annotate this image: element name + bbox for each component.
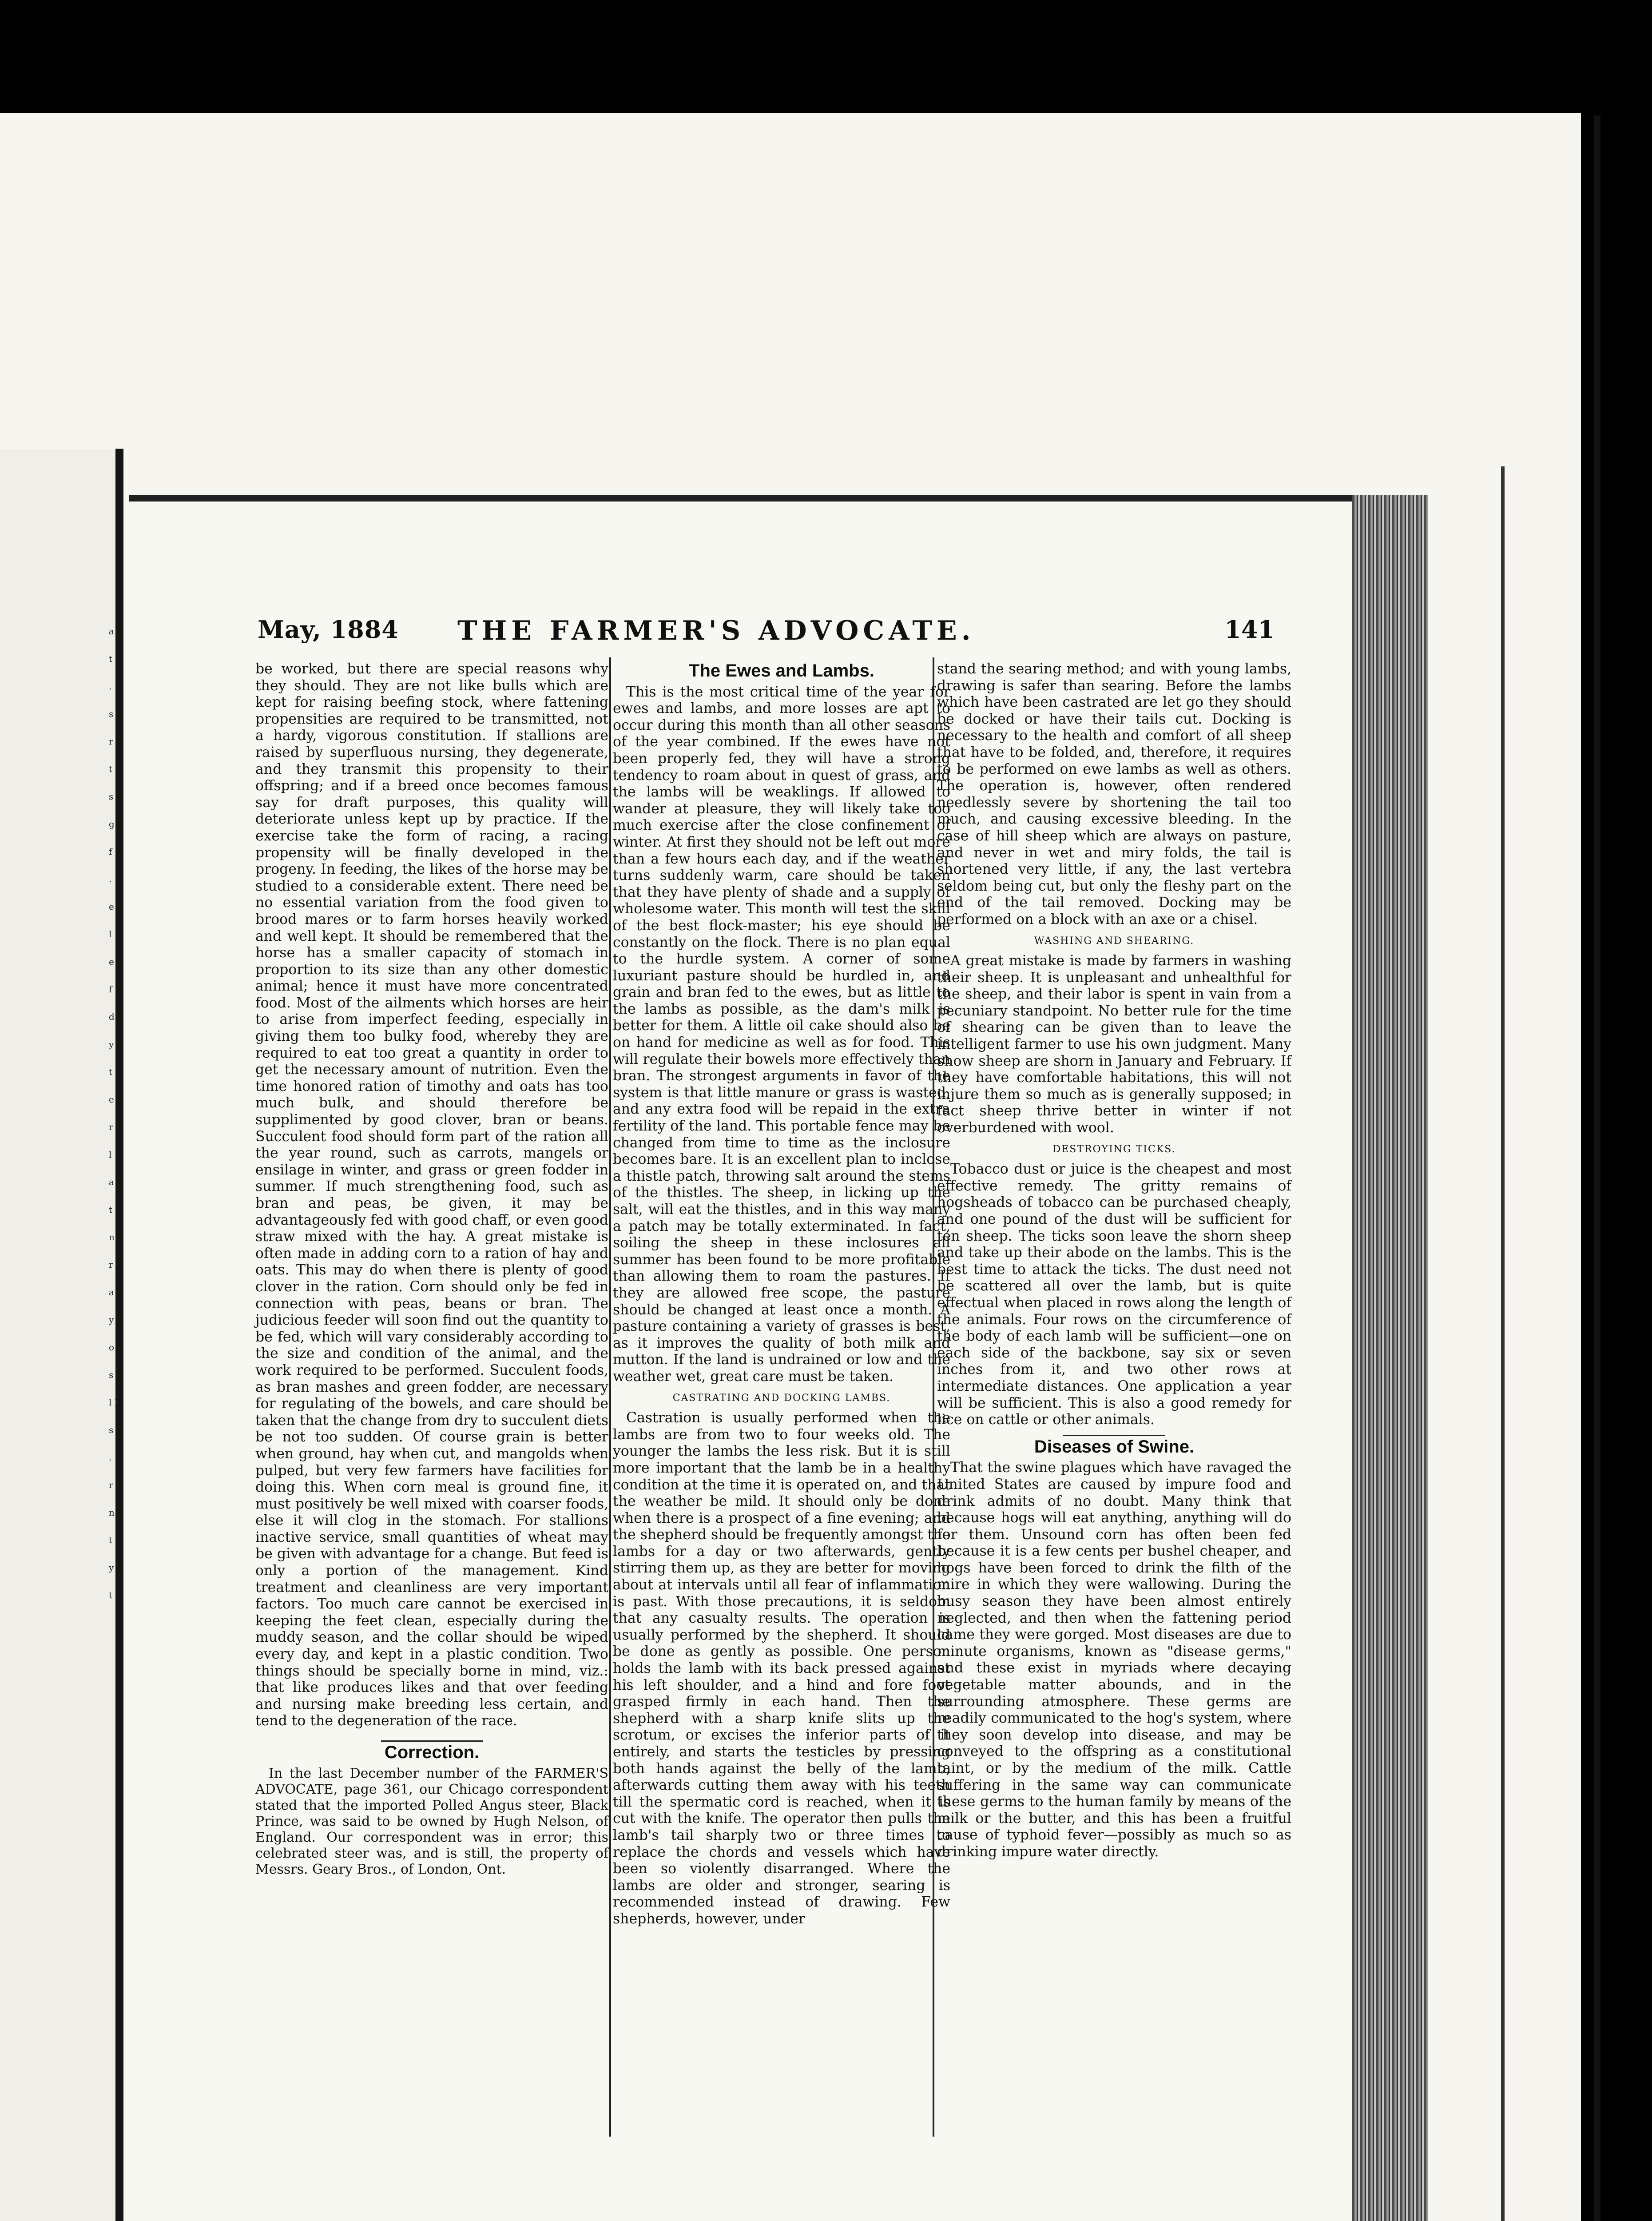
previous-page-edge — [0, 449, 123, 2221]
page-header — [249, 615, 1288, 653]
previous-page-margin-text: a t . s r t s g f . e l e f d y t e r l a t n r a y o s l l s . r n t y t — [109, 626, 118, 1600]
washing-text: A great mistake is made by farmers in washing their sheep. It is unpleasant and unhealthful for the sheep, and their labor is spent in vain from a pecuniary standpoint. No better rule for the time of shearing can be given than to leave the intelligent farmer to use his own judgment. Many show sheep are shorn in January and February. If they have comfortable habitations, this will not injure them so much as is generally supposed; in fact sheep thrive better in winter if not overburdened with wool. — [937, 953, 1291, 1136]
castrating-subheading: CASTRATING AND DOCKING LAMBS. — [672, 1392, 891, 1404]
divider — [381, 1740, 483, 1742]
column-rule — [609, 657, 611, 2137]
divider — [1063, 1435, 1165, 1436]
ticks-text: Tobacco dust or juice is the cheapest and most effective remedy. The gritty remains of hogsheads of tobacco can be purchased cheaply, and one pound of the dust will be sufficient for ten sheep. The ticks soon leave the shorn sheep and take up their abode on the lambs. This is the best time to attack the ticks. The dust need not be scattered all over the lamb, but is quite effectual when placed in rows along the length of the animals. Four rows on the circumference of the body of each lamb will be sufficient—one on each side of the backbone, say six or seven inches from it, and two other rows at intermediate distances. One application a year will be sufficient. This is also a good remedy for lice on cattle or other animals. — [937, 1161, 1291, 1428]
ticks-subheading: DESTROYING TICKS. — [1052, 1143, 1176, 1155]
docking-text: stand the searing method; and with young lambs, drawing is safer than searing. Before the lambs which have been castrated are let go they should be docked or have their tails cut. Docking is necessary to the health and comfort of all sheep that have to be folded, and, therefore, it requires to be performed on ewe lambs as well as others. The operation is, however, often rendered needlessly severe by shortening the tail too much, and causing excessive bleeding. In the case of hill sheep which are always on pasture, and never in wet and miry folds, the tail is shortened very little, if any, the last vertebra seldom being cut, but only the fleshy part on the end of the tail removed. Docking may be performed on a block with an axe or a chisel. — [937, 661, 1291, 927]
column-1 — [255, 661, 608, 1878]
scan-border-line — [1594, 115, 1600, 2221]
issue-date: May, 1884 — [258, 615, 399, 644]
column-2 — [613, 661, 950, 1928]
washing-subheading: WASHING AND SHEARING. — [1034, 935, 1195, 947]
column-3 — [937, 661, 1291, 1861]
horse-article-text: be worked, but there are special reasons why they should. They are not like bulls which are kept for raising beefing stock, where fattening propensities are required to be transmitted, not a hardy, vigorous constitution. If stallions are raised by superfluous nursing, they degenerate, and they transmit this propensity to their offspring; and if a breed once becomes famous say for draft purposes, this quality will deteriorate unless kept up by practice. If the exercise take the form of racing, a racing propensity will be finally developed in the progeny. In feeding, the likes of the horse may be studied to a considerable extent. There need be no essential variation from the food given to brood mares or to farm horses heavily worked and well kept. It should be remembered that the horse has a smaller capacity of stomach in proportion to its size than any other domestic animal; hence it must have more concentrated food. Most of the ailments which horses are heir to arise from imperfect feeding, especially in giving them too bulky food, whereby they are required to eat too great a quantity in order to get the necessary amount of nutrition. Even the time honored ration of timothy and oats has too much bulk, and should therefore be supplimented by good clover, bran or beans. Succulent food should form part of the ration all the year round, such as carrots, mangels or ensilage in winter, and grass or green fodder in summer. If much strengthening food, such as bran and peas, be given, it may be advantageously fed with good chaff, or even good straw mixed with the hay. A great mistake is often made in adding corn to a ration of hay and oats. This may do when there is plenty of good clover in the ration. Corn should only be fed in connection with peas, beans or bran. The judicious feeder will soon find out the quantity to be fed, which will vary considerably according to the size and condition of the animal, and the work required to be performed. Succulent foods, as bran mashes and green fodder, are necessary for regulating of the bowels, and care should be taken that the change from dry to succulent diets be not too sudden. Of course grain is better when ground, hay when cut, and mangolds when pulped, but very few farmers have facilities for doing this. When corn meal is ground fine, it must positively be well mixed with coarser foods, else it will clog in the stomach. For stallions inactive service, small quantities of wheat may be given with advantage for a change. But feed is only a portion of the management. Kind treatment and cleanliness are very important factors. Too much care cannot be exercised in keeping the feet clean, especially during the muddy season, and the collar should be wiped every day, and kept in a plastic condition. Two things should be specially borne in mind, viz.: that like produces likes and that over feeding and nursing make breeding less certain, and tend to the degeneration of the race. — [255, 661, 608, 1729]
correction-text: In the last December number of the FARMER'S ADVOCATE, page 361, our Chicago correspondent stated that the imported Polled Angus steer, Black Prince, was said to be owned by Hugh Nelson, of England. Our correspondent was in error; this celebrated steer was, and is still, the property of Messrs. Geary Bros., of London, Ont. — [255, 1765, 608, 1877]
swine-heading: Diseases of Swine. — [1034, 1437, 1195, 1457]
castrating-text: Castration is usually performed when the lambs are from two to four weeks old. The younger the lambs the less risk. But it is still more important that the lamb be in a healthy condition at the time it is operated on, and that the weather be mild. It should only be done when there is a prospect of a fine evening; and the shepherd should be frequently amongst the lambs for a day or two afterwards, gently stirring them up, as they are better for moving about at intervals until all fear of inflammation is past. With those precautions, it is seldom that any casualty results. The operation is usually performed by the shepherd. It should be done as gently as possible. One person holds the lamb with its back pressed against his left shoulder, and a hind and fore foot grasped firmly in each hand. Then the shepherd with a sharp knife slits up the scrotum, or excises the inferior parts of it entirely, and starts the testicles by pressing both hands against the belly of the lamb, afterwards cutting them away with his teeth till the spermatic cord is reached, when it is cut with the knife. The operator then pulls the lamb's tail sharply two or three times to replace the chords and vessels which have been so violently disarranged. Where the lambs are older and stronger, searing is recommended instead of drawing. Few shepherds, however, under — [613, 1410, 950, 1927]
page-number: 141 — [1224, 615, 1275, 644]
masthead-title: THE FARMER'S ADVOCATE. — [457, 615, 975, 646]
ewes-lambs-text: This is the most critical time of the year for ewes and lambs, and more losses are apt to occur during this month than all other seasons of the year combined. If the ewes have not been properly fed, they will have a strong tendency to roam about in quest of grass, and the lambs will be weaklings. If allowed to wander at pleasure, they will likely take too much exercise after the close confinement of winter. At first they should not be left out more than a few hours each day, and if the weather turns suddenly warm, care should be taken that they have plenty of shade and a supply of wholesome water. This month will test the skill of the best flock-master; his eye should be constantly on the flock. There is no plan equal to the hurdle system. A corner of some luxuriant pasture should be hurdled in, and grain and bran fed to the ewes, but as little to the lambs as possible, as the dam's milk is better for them. A little oil cake should also be on hand for medicine as well as for food. This will regulate their bowels more effectively than bran. The strongest arguments in favor of the system is that little manure or grass is wasted, and any extra food will be repaid in the extra fertility of the land. This portable fence may be changed from time to time as the inclosure becomes bare. It is an excellent plan to inclose a thistle patch, throwing salt around the stems of the thistles. The sheep, in licking up the salt, will eat the thistles, and in this way many a patch may be totally exterminated. In fact, soiling the sheep in these inclosures all summer has been found to be more profitable than allowing them to roam the pastures. If they are allowed free scope, the pasture should be changed at least once a month. A pasture containing a variety of grasses is best, as it improves the quality of both milk and mutton. If the land is undrained or low and the weather wet, great care must be taken. — [613, 684, 950, 1385]
swine-text: That the swine plagues which have ravaged the United States are caused by impure food and drink admits of no doubt. Many think that because hogs will eat anything, anything will do for them. Unsound corn has often been fed because it is a few cents per bushel cheaper, and hogs have been forced to drink the filth of the mire in which they were wallowing. During the busy season they have been almost entirely neglected, and then when the fattening period came they were gorged. Most diseases are due to minute organisms, known as "disease germs," and these exist in myriads where decaying vegetable matter abounds, and in the surrounding atmosphere. These germs are readily communicated to the hog's system, where they soon develop into disease, and may be conveyed to the offspring as a constitutional taint, or by the medium of the milk. Cattle suffering in the same way can communicate these germs to the human family by means of the milk or the butter, and this has been a fruitful cause of typhoid fever—possibly as much so as drinking impure water directly. — [937, 1460, 1291, 1860]
frame-line — [1501, 466, 1505, 2221]
book-page-edges — [1352, 495, 1428, 2221]
correction-heading: Correction. — [384, 1743, 480, 1762]
ewes-lambs-heading: The Ewes and Lambs. — [689, 661, 874, 681]
